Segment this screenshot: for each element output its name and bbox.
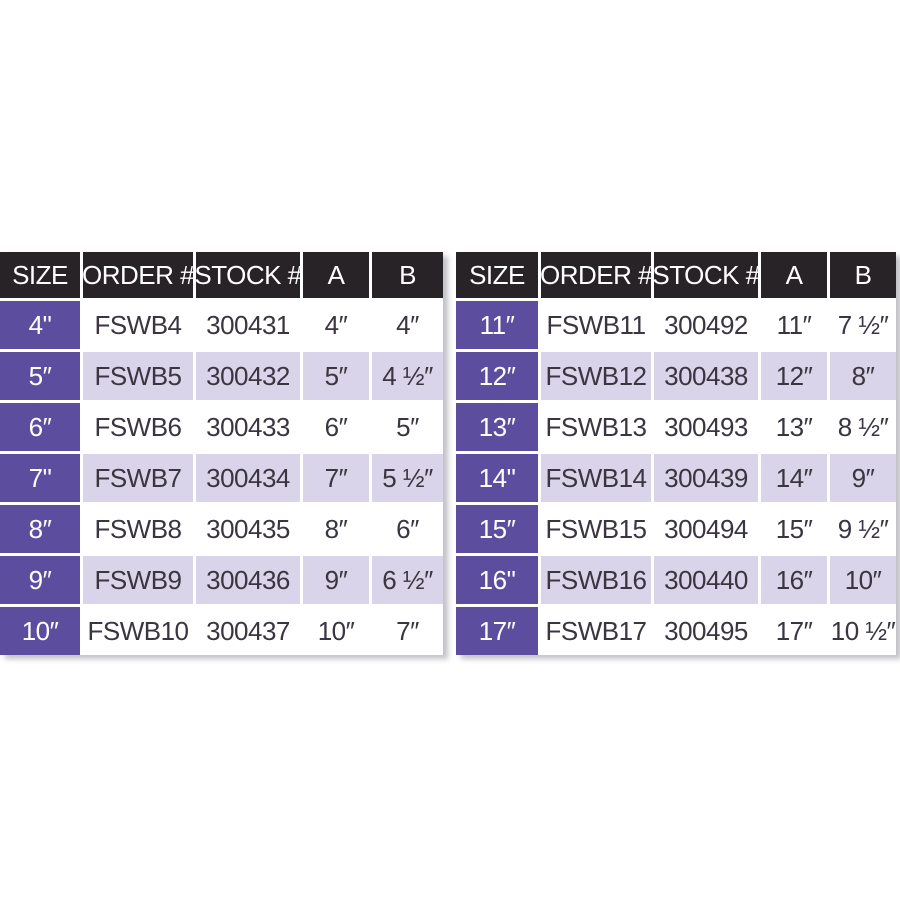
- header-cell-stock: STOCK #: [654, 252, 758, 298]
- data-cell: FSWB9: [83, 556, 193, 604]
- data-cell: 300435: [196, 505, 300, 553]
- size-cell: 11″: [456, 301, 538, 349]
- data-cell: FSWB8: [83, 505, 193, 553]
- spec-table-left: [0, 252, 443, 655]
- data-cell: 11″: [761, 301, 827, 349]
- header-cell-order: ORDER #: [541, 252, 651, 298]
- data-cell: 14″: [761, 454, 827, 502]
- size-cell: 7": [0, 454, 80, 502]
- size-cell: 17″: [456, 607, 538, 655]
- data-cell: 300492: [654, 301, 758, 349]
- data-cell: 300439: [654, 454, 758, 502]
- data-cell: 10″: [303, 607, 369, 655]
- data-cell: FSWB15: [541, 505, 651, 553]
- header-cell-size: SIZE: [456, 252, 538, 298]
- data-cell: 300438: [654, 352, 758, 400]
- data-cell: 10″: [830, 556, 896, 604]
- size-cell: 9″: [0, 556, 80, 604]
- data-cell: 8″: [303, 505, 369, 553]
- data-cell: 300431: [196, 301, 300, 349]
- data-cell: FSWB13: [541, 403, 651, 451]
- data-cell: 7 ½″: [830, 301, 896, 349]
- data-cell: 10 ½″: [830, 607, 896, 655]
- size-cell: 14": [456, 454, 538, 502]
- data-cell: 9″: [830, 454, 896, 502]
- data-cell: 13″: [761, 403, 827, 451]
- data-cell: 300495: [654, 607, 758, 655]
- size-cell: 8″: [0, 505, 80, 553]
- data-cell: 16″: [761, 556, 827, 604]
- data-cell: FSWB11: [541, 301, 651, 349]
- size-cell: 12″: [456, 352, 538, 400]
- data-cell: 5 ½″: [372, 454, 443, 502]
- data-cell: 9″: [303, 556, 369, 604]
- data-cell: 7″: [303, 454, 369, 502]
- data-cell: 5″: [303, 352, 369, 400]
- data-cell: 4″: [372, 301, 443, 349]
- data-cell: FSWB14: [541, 454, 651, 502]
- data-cell: 5″: [372, 403, 443, 451]
- data-cell: FSWB17: [541, 607, 651, 655]
- data-cell: 6″: [303, 403, 369, 451]
- data-cell: 9 ½″: [830, 505, 896, 553]
- data-cell: FSWB16: [541, 556, 651, 604]
- data-cell: 300432: [196, 352, 300, 400]
- data-cell: 300440: [654, 556, 758, 604]
- data-cell: FSWB5: [83, 352, 193, 400]
- data-cell: 300433: [196, 403, 300, 451]
- size-cell: 15″: [456, 505, 538, 553]
- header-cell-b: B: [372, 252, 443, 298]
- data-cell: 300434: [196, 454, 300, 502]
- size-cell: 6″: [0, 403, 80, 451]
- header-cell-size: SIZE: [0, 252, 80, 298]
- data-cell: FSWB10: [83, 607, 193, 655]
- header-cell-a: A: [303, 252, 369, 298]
- size-cell: 10″: [0, 607, 80, 655]
- header-cell-a: A: [761, 252, 827, 298]
- data-cell: 12″: [761, 352, 827, 400]
- size-cell: 4": [0, 301, 80, 349]
- header-cell-b: B: [830, 252, 896, 298]
- data-cell: FSWB7: [83, 454, 193, 502]
- data-cell: 7″: [372, 607, 443, 655]
- size-cell: 13″: [456, 403, 538, 451]
- data-cell: 17″: [761, 607, 827, 655]
- data-cell: 15″: [761, 505, 827, 553]
- data-cell: 4″: [303, 301, 369, 349]
- data-cell: FSWB4: [83, 301, 193, 349]
- data-cell: FSWB12: [541, 352, 651, 400]
- header-cell-stock: STOCK #: [196, 252, 300, 298]
- data-cell: 300437: [196, 607, 300, 655]
- data-cell: 300493: [654, 403, 758, 451]
- data-cell: 6″: [372, 505, 443, 553]
- data-cell: 300494: [654, 505, 758, 553]
- data-cell: 300436: [196, 556, 300, 604]
- data-cell: 4 ½″: [372, 352, 443, 400]
- data-cell: 6 ½″: [372, 556, 443, 604]
- data-cell: 8 ½″: [830, 403, 896, 451]
- data-cell: 8″: [830, 352, 896, 400]
- header-cell-order: ORDER #: [83, 252, 193, 298]
- data-cell: FSWB6: [83, 403, 193, 451]
- size-cell: 16": [456, 556, 538, 604]
- size-cell: 5″: [0, 352, 80, 400]
- spec-table-right: [456, 252, 896, 655]
